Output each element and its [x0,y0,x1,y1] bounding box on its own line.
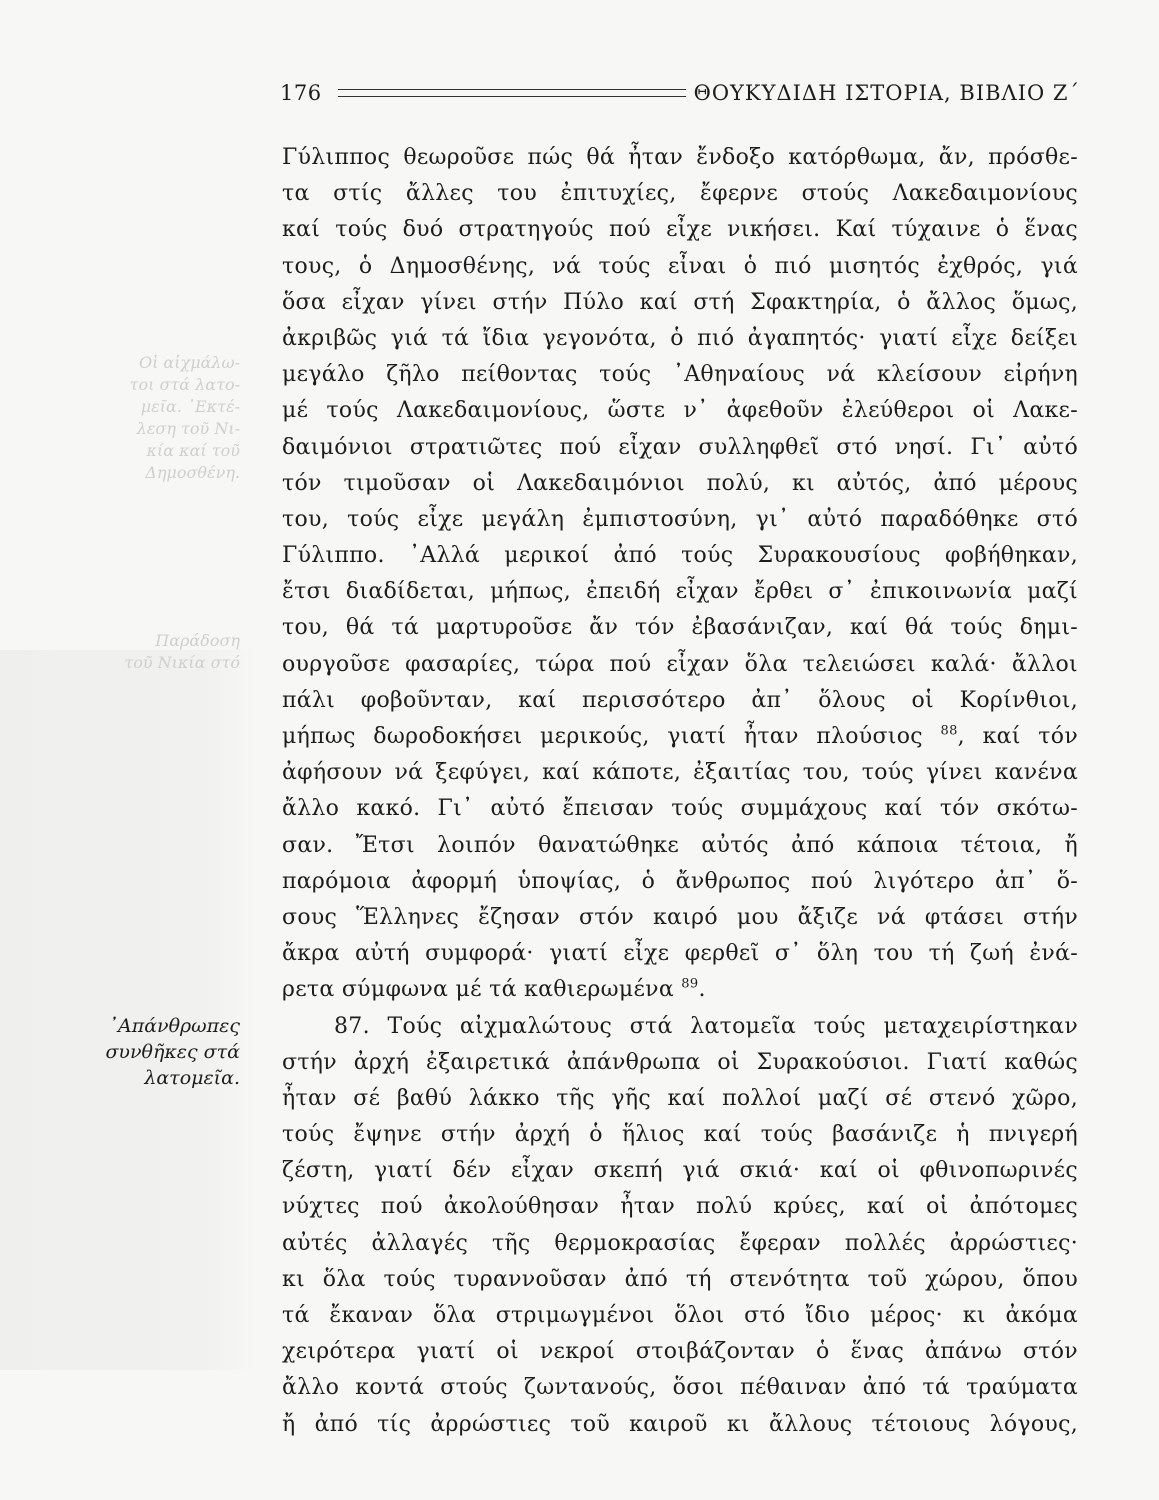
text-line: του, τούς εἶχε μεγάλη ἐμπιστοσύνη, γι᾿ αὐτό παραδόθηκε στό [282,506,1078,532]
text-line: πάλι φοβοῦνταν, καί περισσότερο ἀπ᾿ ὅλους οἱ Κορίνθιοι, [282,687,1078,713]
show-through-shadow [0,650,255,1370]
text-line: τούς ἔψηνε στήν ἀρχή ὁ ἥλιος καί τούς βασάνιζε ἡ πνιγερή [282,1122,1078,1148]
text-line: νύχτες πού ἀκολούθησαν ἦταν πολύ κρύες, καί οἱ ἀπότομες [282,1194,1078,1220]
faint-note-line: Οἱ αἰχμάλω- [138,353,240,372]
text-line: τά ἔκαναν ὅλα στριμωγμένοι ὅλοι στό ἴδιο μέρος· κι ἀκόμα [282,1303,1078,1328]
faint-note-line: Δημοσθένη. [145,463,240,482]
text-line: Γύλιππος θεωροῦσε πώς θά ἦταν ἔνδοξο κατόρθωμα, ἄν, πρόσθε- [282,145,1078,170]
text-line: δαιμόνιοι στρατιῶτες πού εἶχαν συλληφθεῖ στό νησί. Γι᾿ αὐτό [282,434,1078,460]
page-number: 176 [280,81,322,105]
text-line: του, θά τά μαρτυροῦσε ἄν τόν ἐβασάνιζαν, καί θά τούς δημι- [282,615,1078,641]
body-text [282,140,1078,1443]
text-fragment: μήπως δωροδοκήσει μερικούς, γιατί ἦταν πλούσιος [282,724,923,749]
text-line: ἄκρα αὐτή συμφορά· γιατί εἶχε φερθεῖ σ᾿ ὅλη του τή ζωή ἐνά- [282,941,1078,967]
text-line: Γύλιππο. ᾿Αλλά μερικοί ἀπό τούς Συρακουσίους φοβήθηκαν, [282,543,1078,569]
running-header [280,78,1080,108]
text-line: ουργοῦσε φασαρίες, τώρα πού εἶχαν ὅλα τελειώσει καλά· ἄλλοι [282,651,1078,677]
faint-note-line: κία καί τοῦ [146,441,240,460]
text-line: ζέστη, γιατί δέν εἶχαν σκεπή γιά σκιά· καί οἱ φθινοπωρινές [282,1158,1078,1184]
footnote-ref: 89 [681,976,699,992]
header-rule [338,89,686,97]
footnote-ref: 88 [940,723,958,739]
text-line: παρόμοια ἀφορμή ὑποψίας, ὁ ἄνθρωπος πού λιγότερο ἀπ᾿ ὅ- [282,868,1078,894]
text-line-with-footnote: ρετα σύμφωνα μέ τά καθιερωμένα $^{89}$. [282,976,706,1003]
running-title: ΘΟΥΚΥΔΙΔΗ ΙΣΤΟΡΙΑ, ΒΙΒΛΙΟ Ζ΄ [693,81,1080,105]
text-line: στήν ἀρχή ἐξαιρετικά ἀπάνθρωπα οἱ Συρακούσιοι. Γιατί καθώς [282,1049,1078,1075]
faint-margin-note [90,352,240,484]
text-line: ὅσα εἶχαν γίνει στήν Πύλο καί στή Σφακτηρία, ὁ ἄλλος ὅμως, [282,289,1078,315]
text-line: τόν τιμοῦσαν οἱ Λακεδαιμόνιοι πολύ, κι αὐτός, ἀπό μέρους [282,470,1078,496]
text-line: ἀφήσουν νά ξεφύγει, καί κάποτε, ἐξαιτίας του, τούς γίνει κανένα [282,760,1078,786]
text-line: ἔτσι διαδίδεται, μήπως, ἐπειδή εἶχαν ἔρθει σ᾿ ἐπικοινωνία μαζί [282,579,1078,605]
text-line: μέ τούς Λακεδαιμονίους, ὥστε ν᾿ ἀφεθοῦν ἐλεύθεροι οἱ Λακε- [282,398,1078,424]
text-line: τα στίς ἄλλες του ἐπιτυχίες, ἔφερνε στούς Λακεδαιμονίους [282,181,1078,207]
faint-note-line: τοι στά λατο- [129,375,240,394]
text-fragment: , καί τόν [957,724,1078,749]
faint-margin-note [110,630,240,674]
text-line: ἄλλο κακό. Γι᾿ αὐτό ἔπεισαν τούς συμμάχους καί τόν σκότω- [282,796,1078,822]
faint-note-line: τοῦ Νικία στό [124,653,240,672]
margin-note [40,1013,240,1091]
margin-note-line: λατομεῖα. [144,1067,240,1089]
text-line: ἤ ἀπό τίς ἀρρώστιες τοῦ καιροῦ κι ἄλλους τέτοιους λόγους, [282,1411,1078,1437]
text-line-with-footnote [282,719,1078,755]
text-line: χειρότερα γιατί οἱ νεκροί στοιβάζονταν ὁ ἕνας ἀπάνω στόν [282,1339,1078,1365]
text-line: κι ὅλα τούς τυραννοῦσαν ἀπό τή στενότητα τοῦ χώρου, ὅπου [282,1266,1078,1292]
text-line: αὐτές ἀλλαγές τῆς θερμοκρασίας ἔφεραν πολλές ἀρρώστιες· [282,1230,1078,1256]
text-line: τους, ὁ Δημοσθένης, νά τούς εἶναι ὁ πιό μισητός ἐχθρός, γιά [282,253,1078,279]
text-line: σους Ἕλληνες ἔζησαν στόν καιρό μου ἄξιζε νά φτάσει στήν [282,904,1078,930]
margin-note-line: ᾿Απάνθρωπες [108,1015,240,1037]
text-line: ἀκριβῶς γιά τά ἴδια γεγονότα, ὁ πιό ἀγαπητός· γιατί εἶχε δείξει [282,325,1078,351]
faint-note-line: Παράδοση [155,631,240,650]
text-line: ἦταν σέ βαθύ λάκκο τῆς γῆς καί πολλοί μαζί σέ στενό χῶρο, [282,1085,1078,1111]
margin-note-line: συνθῆκες στά [105,1041,240,1063]
faint-note-line: μεῖα. ᾿Εκτέ- [140,397,240,416]
text-fragment: ρετα σύμφωνα μέ τά καθιερωμένα [282,977,674,1003]
text-line: ἄλλο κοντά στούς ζωντανούς, ὅσοι πέθαιναν ἀπό τά τραύματα [282,1375,1078,1401]
text-line: μεγάλο ζῆλο πείθοντας τούς ᾿Αθηναίους νά κλείσουν εἰρήνη [282,362,1078,388]
text-line: καί τούς δυό στρατηγούς πού εἶχε νικήσει. Καί τύχαινε ὁ ἕνας [282,217,1078,243]
text-line: σαν. Ἔτσι λοιπόν θανατώθηκε αὐτός ἀπό κάποια τέτοια, ἤ [282,832,1078,858]
faint-note-line: λεση τοῦ Νι- [136,419,240,438]
paragraph-start-line: 87. Τούς αἰχμαλώτους στά λατομεῖα τούς μεταχειρίστηκαν [334,1013,1078,1039]
